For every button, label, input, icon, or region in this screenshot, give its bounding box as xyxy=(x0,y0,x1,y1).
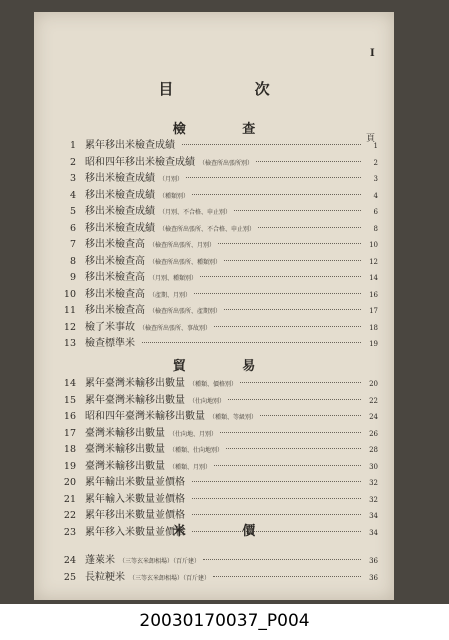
entry-number: 7 xyxy=(69,239,76,248)
entry-title: 臺灣米輸移出數量 xyxy=(85,460,165,470)
entry-page: 32 xyxy=(369,495,378,503)
dot-leader xyxy=(182,144,361,145)
dot-leader xyxy=(220,432,361,433)
entry-page: 26 xyxy=(369,429,378,437)
dot-leader xyxy=(226,448,361,449)
toc-entry xyxy=(54,301,378,314)
entry-page: 24 xyxy=(369,413,378,420)
entry-number: 21 xyxy=(63,493,76,503)
entry-number: 20 xyxy=(63,477,76,486)
dot-leader xyxy=(240,382,361,383)
dot-leader xyxy=(192,194,361,195)
entry-title: 移出米檢查高 xyxy=(85,255,145,265)
entry-note: （種類、月別） xyxy=(169,463,212,470)
entry-number: 4 xyxy=(69,189,76,199)
entry-title: 昭和四年移出米檢查成績 xyxy=(85,156,195,166)
document-page xyxy=(34,12,394,600)
entry-title: 移出米檢查成績 xyxy=(85,173,155,182)
entry-note: （檢查所出張所、產期別） xyxy=(149,308,222,314)
entry-number: 6 xyxy=(69,222,76,232)
entry-title: 移出米檢查成績 xyxy=(85,206,155,215)
toc-entry xyxy=(54,252,378,265)
image-caption: 20030170037_P004 xyxy=(139,611,310,631)
entry-title: 累年移出米檢查成績 xyxy=(85,140,175,149)
entry-page: 18 xyxy=(369,323,378,331)
entry-number: 24 xyxy=(63,555,76,564)
entry-note: （仕向地別） xyxy=(189,397,226,404)
entry-title: 昭和四年臺灣米輸移出數量 xyxy=(85,411,205,420)
entry-number: 14 xyxy=(63,378,76,387)
toc-entry xyxy=(54,268,378,281)
toc-entry xyxy=(54,318,378,331)
toc-entry xyxy=(54,407,378,420)
entry-title: 移出米檢查成績 xyxy=(85,189,155,199)
entry-note: （仕向地、月別） xyxy=(169,430,218,437)
dot-leader xyxy=(256,161,361,162)
entry-number: 1 xyxy=(69,140,76,149)
page-column-header: 頁 xyxy=(366,134,376,144)
entry-page: 6 xyxy=(373,208,378,215)
entry-title: 蓬萊米 xyxy=(85,555,115,564)
entry-number: 11 xyxy=(63,305,76,314)
entry-page: 34 xyxy=(369,512,378,519)
dot-leader xyxy=(214,465,361,466)
entry-title: 累年移入米數量並價格 xyxy=(85,526,185,536)
toc-entry xyxy=(54,440,378,453)
entry-title: 檢了米事故 xyxy=(85,321,135,331)
entry-note: （種類、仕向地別） xyxy=(169,447,224,453)
dot-leader xyxy=(192,481,361,482)
entry-page: 3 xyxy=(373,175,378,182)
toc-entry xyxy=(54,457,378,470)
entry-number: 22 xyxy=(63,510,76,519)
entry-page: 12 xyxy=(369,257,378,265)
entry-note: （月別） xyxy=(159,176,184,182)
entry-note: （產期、月別） xyxy=(149,291,192,298)
entry-page: 36 xyxy=(369,573,378,581)
entry-page: 4 xyxy=(373,191,378,199)
toc-entry xyxy=(54,424,378,437)
entry-number: 12 xyxy=(63,321,76,331)
entry-number: 13 xyxy=(63,338,76,347)
entry-page: 19 xyxy=(369,340,378,347)
toc-entry xyxy=(54,235,378,248)
toc-entry xyxy=(54,374,378,387)
dot-leader xyxy=(228,399,361,400)
page-number: I xyxy=(370,48,375,59)
entry-number: 17 xyxy=(63,427,76,437)
toc-entry xyxy=(54,506,378,519)
entry-title: 移出米檢查成績 xyxy=(85,222,155,232)
entry-note: （月別、不合格、申止別） xyxy=(159,209,232,215)
entry-title: 長粒粳米 xyxy=(85,571,125,581)
toc-entry xyxy=(54,202,378,215)
toc-entry xyxy=(54,136,378,149)
toc-entry xyxy=(54,186,378,199)
toc-entry xyxy=(54,153,378,166)
entry-page: 8 xyxy=(373,224,378,232)
entry-number: 5 xyxy=(69,206,76,215)
entry-page: 17 xyxy=(369,307,378,314)
entry-title: 檢查標準米 xyxy=(85,338,135,347)
entry-page: 1 xyxy=(373,142,378,149)
entry-note: （種類、等級別） xyxy=(209,414,258,420)
toc-entry xyxy=(54,568,378,581)
entry-note: （檢查所出張所別） xyxy=(199,159,254,166)
entry-title: 累年臺灣米輸移出數量 xyxy=(85,394,185,404)
entry-number: 2 xyxy=(69,156,76,166)
dot-leader xyxy=(192,514,361,515)
dot-leader xyxy=(260,415,361,416)
entry-note: （檢查所出張所、事故別） xyxy=(139,324,212,331)
entry-page: 14 xyxy=(369,274,378,281)
entry-title: 移出米檢查高 xyxy=(85,305,145,314)
dot-leader xyxy=(218,243,361,244)
entry-note: （三等玄米卸相場）（百斤建） xyxy=(129,574,211,581)
entry-page: 16 xyxy=(369,290,378,298)
entry-number: 23 xyxy=(63,526,76,536)
entry-page: 20 xyxy=(369,380,378,387)
entry-title: 累年輸出米數量並價格 xyxy=(85,477,185,486)
dot-leader xyxy=(214,326,361,327)
section-heading-trade: 貿 易 xyxy=(172,359,282,374)
entry-number: 3 xyxy=(69,173,76,182)
entry-title: 累年移出米數量並價格 xyxy=(85,510,185,519)
entry-page: 2 xyxy=(373,158,378,166)
entry-title: 移出米檢查高 xyxy=(85,239,145,248)
dot-leader xyxy=(224,309,361,310)
dot-leader xyxy=(194,293,361,294)
entry-number: 16 xyxy=(63,411,76,420)
entry-note: （月別、種類別） xyxy=(149,275,198,281)
toc-entry xyxy=(54,169,378,182)
entry-number: 10 xyxy=(63,288,76,298)
entry-page: 30 xyxy=(369,462,378,470)
entry-page: 36 xyxy=(369,557,378,564)
toc-entry xyxy=(54,551,378,564)
dot-leader xyxy=(186,177,361,178)
section-heading-rice-price: 米 價 xyxy=(172,524,282,539)
dot-leader xyxy=(142,342,361,343)
dot-leader xyxy=(213,576,361,577)
toc-entry xyxy=(54,490,378,503)
entry-title: 臺灣米輸移出數量 xyxy=(85,427,165,437)
toc-entry xyxy=(54,285,378,298)
entry-title: 移出米檢查高 xyxy=(85,288,145,298)
entry-number: 9 xyxy=(69,272,76,281)
entry-title: 移出米檢查高 xyxy=(85,272,145,281)
toc-entry xyxy=(54,219,378,232)
dot-leader xyxy=(234,210,361,211)
entry-page: 22 xyxy=(369,396,378,404)
dot-leader xyxy=(192,498,361,499)
entry-page: 28 xyxy=(369,446,378,453)
toc-entry xyxy=(54,473,378,486)
entry-number: 8 xyxy=(69,255,76,265)
entry-number: 19 xyxy=(63,460,76,470)
entry-note: （種類、價格別） xyxy=(189,381,238,387)
entry-note: （檢查所出張所、不合格、申止別） xyxy=(159,225,256,232)
entry-note: （檢查所出張所、種類別） xyxy=(149,258,222,265)
entry-number: 18 xyxy=(63,444,76,453)
entry-page: 32 xyxy=(369,479,378,486)
toc-entry xyxy=(54,391,378,404)
entry-page: 10 xyxy=(369,241,378,248)
entry-note: （種類別） xyxy=(159,192,190,199)
entry-page: 34 xyxy=(369,528,378,536)
entry-title: 臺灣米輸移出數量 xyxy=(85,444,165,453)
entry-number: 25 xyxy=(63,571,76,581)
toc-entry xyxy=(54,334,378,347)
entry-title: 累年輸入米數量並價格 xyxy=(85,493,185,503)
entry-note: （檢查所出張所、月別） xyxy=(149,242,216,248)
dot-leader xyxy=(224,260,361,261)
entry-title: 累年臺灣米輸移出數量 xyxy=(85,378,185,387)
dot-leader xyxy=(203,559,361,560)
dot-leader xyxy=(258,227,361,228)
entry-note: （三等玄米卸相場）（百斤建） xyxy=(119,558,201,564)
section-heading-inspection: 檢 查 xyxy=(172,122,282,137)
toc-title: 目 次 xyxy=(158,80,308,98)
entry-number: 15 xyxy=(63,394,76,404)
dot-leader xyxy=(200,276,361,277)
